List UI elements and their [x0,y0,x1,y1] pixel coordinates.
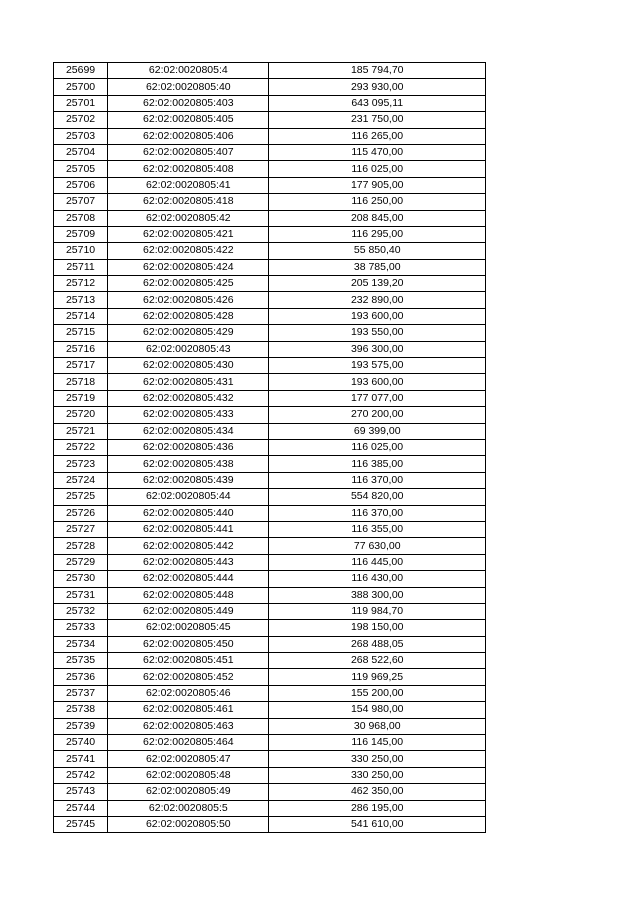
table-row [54,669,486,685]
table-row [54,128,486,144]
row-number-cell: 25724 [54,472,108,488]
cadastral-number-cell: 62:02:0020805:4 [108,63,269,79]
cadastral-number-cell: 62:02:0020805:41 [108,177,269,193]
cadastral-number-cell: 62:02:0020805:432 [108,390,269,406]
cadastral-number-cell: 62:02:0020805:45 [108,620,269,636]
cadastral-number-cell: 62:02:0020805:449 [108,603,269,619]
table-row [54,456,486,472]
table-row [54,505,486,521]
table-row [54,358,486,374]
cadastral-number-cell: 62:02:0020805:422 [108,243,269,259]
value-cell: 177 077,00 [269,390,486,406]
cadastral-number-cell: 62:02:0020805:428 [108,308,269,324]
value-cell: 38 785,00 [269,259,486,275]
table-row [54,374,486,390]
row-number-cell: 25721 [54,423,108,439]
row-number-cell: 25726 [54,505,108,521]
table-row [54,308,486,324]
table-row [54,423,486,439]
row-number-cell: 25714 [54,308,108,324]
row-number-cell: 25737 [54,685,108,701]
value-cell: 293 930,00 [269,79,486,95]
cadastral-number-cell: 62:02:0020805:461 [108,702,269,718]
row-number-cell: 25711 [54,259,108,275]
cadastral-number-cell: 62:02:0020805:47 [108,751,269,767]
value-cell: 30 968,00 [269,718,486,734]
value-cell: 154 980,00 [269,702,486,718]
cadastral-number-cell: 62:02:0020805:448 [108,587,269,603]
cadastral-number-cell: 62:02:0020805:451 [108,653,269,669]
value-cell: 177 905,00 [269,177,486,193]
table-row [54,144,486,160]
value-cell: 270 200,00 [269,407,486,423]
table-row [54,800,486,816]
cadastral-number-cell: 62:02:0020805:43 [108,341,269,357]
row-number-cell: 25739 [54,718,108,734]
cadastral-number-cell: 62:02:0020805:49 [108,784,269,800]
cadastral-number-cell: 62:02:0020805:443 [108,554,269,570]
value-cell: 155 200,00 [269,685,486,701]
row-number-cell: 25709 [54,226,108,242]
table-row [54,243,486,259]
cadastral-value-table [53,62,486,833]
table-row [54,472,486,488]
row-number-cell: 25722 [54,439,108,455]
cadastral-number-cell: 62:02:0020805:426 [108,292,269,308]
value-cell: 396 300,00 [269,341,486,357]
table-row [54,735,486,751]
row-number-cell: 25702 [54,112,108,128]
value-cell: 116 025,00 [269,161,486,177]
row-number-cell: 25713 [54,292,108,308]
value-cell: 116 370,00 [269,472,486,488]
row-number-cell: 25716 [54,341,108,357]
row-number-cell: 25703 [54,128,108,144]
cadastral-number-cell: 62:02:0020805:463 [108,718,269,734]
row-number-cell: 25712 [54,276,108,292]
cadastral-number-cell: 62:02:0020805:444 [108,571,269,587]
value-cell: 388 300,00 [269,587,486,603]
cadastral-number-cell: 62:02:0020805:46 [108,685,269,701]
value-cell: 185 794,70 [269,63,486,79]
table-row [54,620,486,636]
row-number-cell: 25701 [54,95,108,111]
value-cell: 643 095,11 [269,95,486,111]
cadastral-number-cell: 62:02:0020805:50 [108,816,269,832]
value-cell: 286 195,00 [269,800,486,816]
row-number-cell: 25723 [54,456,108,472]
row-number-cell: 25717 [54,358,108,374]
table-row [54,292,486,308]
cadastral-number-cell: 62:02:0020805:436 [108,439,269,455]
value-cell: 69 399,00 [269,423,486,439]
cadastral-number-cell: 62:02:0020805:433 [108,407,269,423]
table-row [54,587,486,603]
value-cell: 205 139,20 [269,276,486,292]
row-number-cell: 25730 [54,571,108,587]
row-number-cell: 25729 [54,554,108,570]
row-number-cell: 25728 [54,538,108,554]
table-row [54,702,486,718]
value-cell: 554 820,00 [269,489,486,505]
row-number-cell: 25744 [54,800,108,816]
table-row [54,194,486,210]
cadastral-number-cell: 62:02:0020805:434 [108,423,269,439]
table-row [54,177,486,193]
table-row [54,325,486,341]
row-number-cell: 25734 [54,636,108,652]
row-number-cell: 25725 [54,489,108,505]
value-cell: 119 984,70 [269,603,486,619]
value-cell: 193 550,00 [269,325,486,341]
value-cell: 116 355,00 [269,521,486,537]
row-number-cell: 25704 [54,144,108,160]
cadastral-number-cell: 62:02:0020805:406 [108,128,269,144]
cadastral-number-cell: 62:02:0020805:425 [108,276,269,292]
table-row [54,259,486,275]
table-row [54,276,486,292]
table-row [54,603,486,619]
row-number-cell: 25732 [54,603,108,619]
cadastral-number-cell: 62:02:0020805:421 [108,226,269,242]
table-row [54,767,486,783]
row-number-cell: 25738 [54,702,108,718]
cadastral-number-cell: 62:02:0020805:5 [108,800,269,816]
cadastral-number-cell: 62:02:0020805:42 [108,210,269,226]
cadastral-number-cell: 62:02:0020805:431 [108,374,269,390]
value-cell: 330 250,00 [269,751,486,767]
table-row [54,112,486,128]
table-row [54,554,486,570]
row-number-cell: 25708 [54,210,108,226]
cadastral-number-cell: 62:02:0020805:450 [108,636,269,652]
value-cell: 115 470,00 [269,144,486,160]
cadastral-number-cell: 62:02:0020805:438 [108,456,269,472]
table-row [54,636,486,652]
cadastral-number-cell: 62:02:0020805:403 [108,95,269,111]
value-cell: 462 350,00 [269,784,486,800]
value-cell: 193 575,00 [269,358,486,374]
cadastral-number-cell: 62:02:0020805:441 [108,521,269,537]
row-number-cell: 25710 [54,243,108,259]
cadastral-number-cell: 62:02:0020805:452 [108,669,269,685]
row-number-cell: 25715 [54,325,108,341]
row-number-cell: 25733 [54,620,108,636]
cadastral-number-cell: 62:02:0020805:439 [108,472,269,488]
value-cell: 268 522,60 [269,653,486,669]
table-row [54,521,486,537]
table-row [54,653,486,669]
row-number-cell: 25706 [54,177,108,193]
value-cell: 119 969,25 [269,669,486,685]
cadastral-number-cell: 62:02:0020805:440 [108,505,269,521]
row-number-cell: 25727 [54,521,108,537]
value-cell: 330 250,00 [269,767,486,783]
value-cell: 116 445,00 [269,554,486,570]
cadastral-number-cell: 62:02:0020805:408 [108,161,269,177]
table-row [54,751,486,767]
row-number-cell: 25741 [54,751,108,767]
value-cell: 193 600,00 [269,308,486,324]
value-cell: 116 025,00 [269,439,486,455]
row-number-cell: 25736 [54,669,108,685]
value-cell: 232 890,00 [269,292,486,308]
table-row [54,439,486,455]
row-number-cell: 25719 [54,390,108,406]
value-cell: 116 430,00 [269,571,486,587]
cadastral-number-cell: 62:02:0020805:442 [108,538,269,554]
row-number-cell: 25731 [54,587,108,603]
table-row [54,571,486,587]
cadastral-number-cell: 62:02:0020805:424 [108,259,269,275]
value-cell: 231 750,00 [269,112,486,128]
row-number-cell: 25720 [54,407,108,423]
value-cell: 193 600,00 [269,374,486,390]
table-row [54,685,486,701]
value-cell: 198 150,00 [269,620,486,636]
row-number-cell: 25718 [54,374,108,390]
row-number-cell: 25743 [54,784,108,800]
cadastral-number-cell: 62:02:0020805:44 [108,489,269,505]
row-number-cell: 25740 [54,735,108,751]
table-row [54,407,486,423]
table-row [54,161,486,177]
value-cell: 116 385,00 [269,456,486,472]
table-row [54,489,486,505]
value-cell: 116 265,00 [269,128,486,144]
row-number-cell: 25745 [54,816,108,832]
cadastral-number-cell: 62:02:0020805:429 [108,325,269,341]
cadastral-number-cell: 62:02:0020805:430 [108,358,269,374]
row-number-cell: 25735 [54,653,108,669]
table-row [54,784,486,800]
cadastral-number-cell: 62:02:0020805:40 [108,79,269,95]
value-cell: 268 488,05 [269,636,486,652]
value-cell: 116 370,00 [269,505,486,521]
table-row [54,718,486,734]
table-row [54,390,486,406]
cadastral-number-cell: 62:02:0020805:405 [108,112,269,128]
row-number-cell: 25700 [54,79,108,95]
row-number-cell: 25705 [54,161,108,177]
table-body [54,63,486,833]
table-row [54,63,486,79]
cadastral-number-cell: 62:02:0020805:407 [108,144,269,160]
row-number-cell: 25699 [54,63,108,79]
row-number-cell: 25742 [54,767,108,783]
value-cell: 116 250,00 [269,194,486,210]
value-cell: 541 610,00 [269,816,486,832]
table-row [54,816,486,832]
value-cell: 116 295,00 [269,226,486,242]
cadastral-number-cell: 62:02:0020805:464 [108,735,269,751]
table-row [54,95,486,111]
table-row [54,226,486,242]
value-cell: 55 850,40 [269,243,486,259]
table-row [54,538,486,554]
table-row [54,210,486,226]
table-row [54,341,486,357]
value-cell: 208 845,00 [269,210,486,226]
value-cell: 77 630,00 [269,538,486,554]
cadastral-number-cell: 62:02:0020805:48 [108,767,269,783]
cadastral-number-cell: 62:02:0020805:418 [108,194,269,210]
value-cell: 116 145,00 [269,735,486,751]
table-row [54,79,486,95]
row-number-cell: 25707 [54,194,108,210]
